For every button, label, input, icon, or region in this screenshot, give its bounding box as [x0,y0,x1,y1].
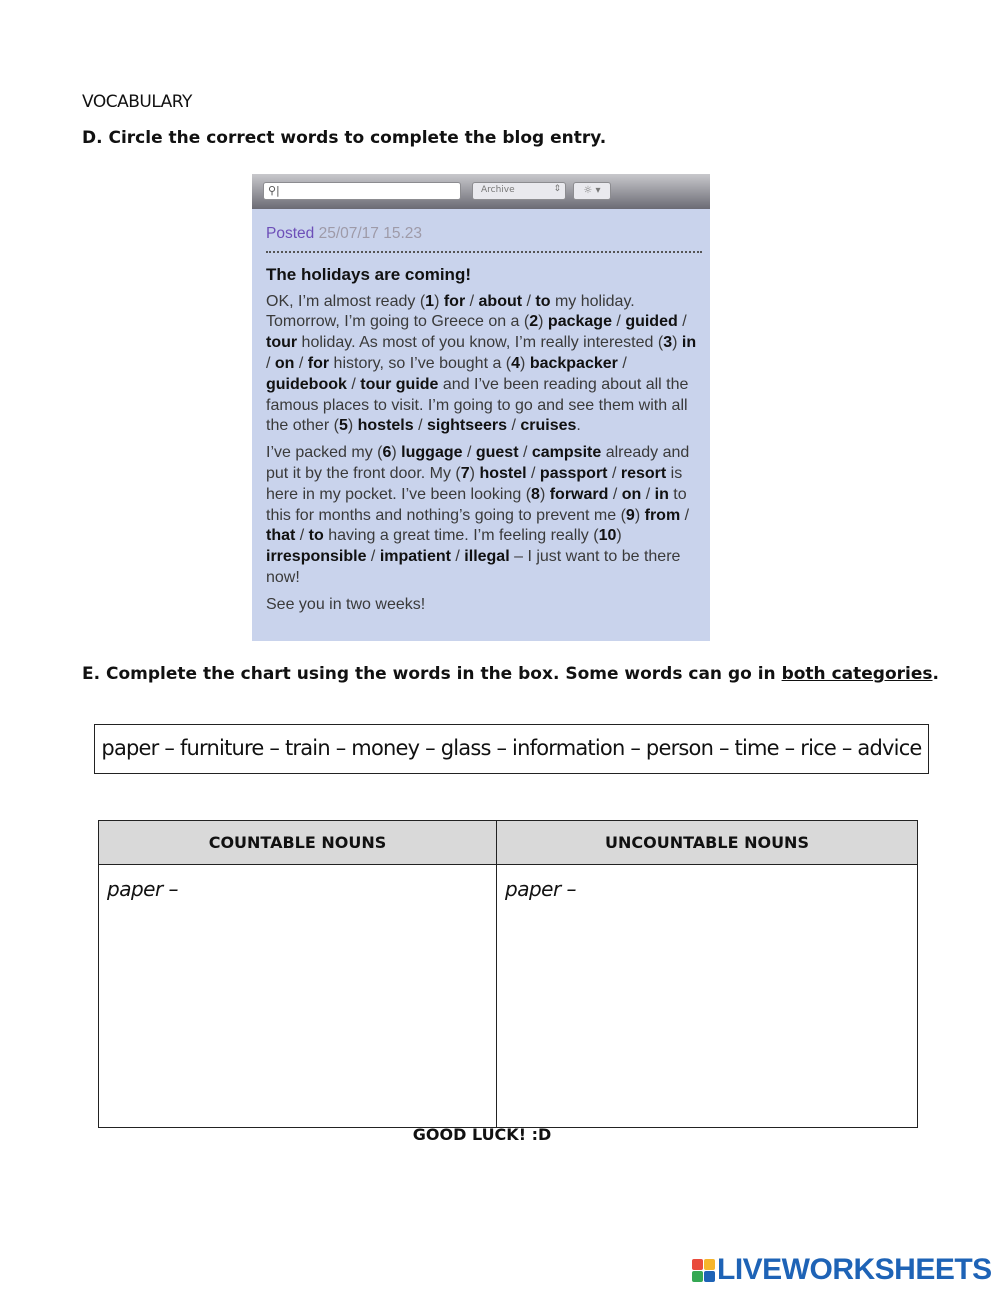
instruction-end: . [932,664,939,684]
blog-text: / [522,292,536,310]
blog-text: / [450,548,465,566]
answer-option[interactable]: guest [475,444,519,462]
blog-text: / [680,506,690,524]
blog-text: / [346,375,361,393]
answer-option[interactable]: resort [620,464,667,482]
exercise-e-instruction [82,664,939,684]
logo-text: LIVEWORKSHEETS [717,1253,992,1286]
answer-option[interactable]: impatient [379,548,451,566]
blog-text: / [295,527,309,545]
blog-text: holiday. As most of you know, I’m really interested ( [297,334,664,352]
blog-text: ) [672,334,682,352]
logo-tile [692,1271,703,1282]
blog-text: / [607,464,621,482]
blog-text: / [413,417,427,435]
blog-text: / [465,292,479,310]
uncountable-header: UNCOUNTABLE NOUNS [497,821,918,865]
blog-text: to this for months and nothing’s going to prevent me ( [266,485,687,524]
blog-text: – I just want to be there now! [266,548,681,586]
uncountable-answer-cell[interactable]: paper – [497,865,918,1128]
logo-tile [704,1259,715,1270]
blog-toolbar [252,174,710,209]
blog-text: ) [634,506,645,524]
answer-option[interactable]: that [266,527,296,545]
answer-option[interactable]: 8 [531,485,540,503]
blog-text: ) [616,527,622,545]
answer-option[interactable]: sightseers [426,417,508,435]
good-luck-footer: GOOD LUCK! :D [412,1125,552,1144]
blog-text: and I’ve been reading about all the famous places to visit. I’m going to go and see them with all the other ( [266,375,689,435]
blog-search-input[interactable] [263,182,461,200]
post-meta [266,224,702,245]
select-arrows-icon: ⇕ [553,184,561,194]
logo-icon [692,1259,714,1281]
answer-option[interactable]: hostels [357,417,414,435]
answer-option[interactable]: guidebook [266,375,347,393]
blog-content [266,224,702,622]
answer-option[interactable]: tour guide [360,375,439,393]
answer-option[interactable]: luggage [401,444,463,462]
answer-option[interactable]: in [654,485,669,503]
answer-option[interactable]: 1 [425,292,435,310]
blog-text: is here in my pocket. I’ve been looking ( [266,464,683,503]
answer-option[interactable]: hostel [479,464,527,482]
blog-text: OK, I’m almost ready ( [266,292,426,310]
answer-option[interactable]: campsite [531,444,602,462]
logo-tile [692,1259,703,1270]
blog-screenshot [252,174,710,641]
answer-option[interactable]: passport [539,464,608,482]
answer-option[interactable]: for [443,292,466,310]
answer-option[interactable]: package [547,313,612,331]
answer-option[interactable]: illegal [464,548,510,566]
answer-option[interactable]: 6 [382,444,392,462]
answer-option[interactable]: forward [549,485,609,503]
blog-text: ) [391,444,402,462]
blog-text: ) [434,292,444,310]
noun-chart [98,820,918,1128]
blog-title: The holidays are coming! [266,264,471,284]
answer-option[interactable]: 3 [663,334,673,352]
blog-signoff: See you in two weeks! [266,595,426,613]
blog-text: . [576,417,581,435]
blog-text: / [608,485,622,503]
answer-option[interactable]: about [478,292,523,310]
dotted-divider [266,251,702,253]
instruction-text: E. Complete the chart using the words in the box. Some words can go in [82,664,782,684]
answer-option[interactable]: cruises [520,417,577,435]
answer-option[interactable]: irresponsible [266,548,367,566]
blog-paragraph-2 [266,443,702,589]
blog-text: ) [539,485,550,503]
blog-text: ) [347,417,358,435]
answer-option[interactable]: for [307,354,330,372]
answer-option[interactable]: 10 [598,527,617,545]
liveworksheets-logo [692,1254,992,1286]
answer-option[interactable]: 4 [511,354,521,372]
blog-text: history, so I’ve bought a ( [329,354,512,372]
blog-text: having a great time. I’m feeling really ( [323,527,599,545]
section-title: VOCABULARY [82,92,192,112]
logo-tile [704,1271,715,1282]
blog-paragraph-1 [266,292,702,438]
blog-text: / [462,444,476,462]
archive-select-label: Archive [481,185,515,195]
answer-option[interactable]: guided [625,313,678,331]
archive-select[interactable] [472,182,566,200]
answer-option[interactable]: from [644,506,681,524]
countable-header: COUNTABLE NOUNS [99,821,497,865]
answer-option[interactable]: in [681,334,697,352]
blog-text: / [677,313,687,331]
blog-text: / [611,313,626,331]
blog-text: / [366,548,380,566]
blog-text: / [294,354,308,372]
blog-text: my holiday. Tomorrow, I’m going to Greece on a ( [266,292,635,331]
exercise-d-instruction: D. Circle the correct words to complete the blog entry. [82,128,607,148]
answer-option[interactable]: 5 [338,417,348,435]
posted-date: 25/07/17 15.23 [318,225,423,242]
answer-option[interactable]: to [535,292,551,310]
blog-text: ) [520,354,530,372]
gear-icon: ☼ ▾ [583,185,601,196]
blog-text: ) [469,464,480,482]
blog-text: / [641,485,655,503]
gear-menu-button[interactable] [573,182,611,200]
answer-option[interactable]: 7 [460,464,470,482]
blog-text: / [526,464,540,482]
answer-option[interactable]: 9 [625,506,635,524]
word-box: paper – furniture – train – money – glass – information – person – time – rice – advice [94,724,929,774]
blog-text: ) [538,313,548,331]
answer-option[interactable]: backpacker [529,354,618,372]
answer-option[interactable]: to [308,527,324,545]
blog-text: / [518,444,532,462]
instruction-underlined: both categories [781,664,933,684]
search-icon: ⚲| [268,184,280,197]
blog-text: I’ve packed my ( [266,444,383,462]
blog-text: already and put it by the front door. My ( [266,444,690,482]
countable-answer-cell[interactable]: paper – [99,865,497,1128]
answer-option[interactable]: on [274,354,295,372]
answer-option[interactable]: on [621,485,642,503]
answer-option[interactable]: tour [266,334,298,352]
blog-text: / [617,354,627,372]
blog-text: / [507,417,521,435]
posted-label: Posted [266,225,315,242]
blog-text: / [266,354,275,372]
answer-option[interactable]: 2 [529,313,539,331]
